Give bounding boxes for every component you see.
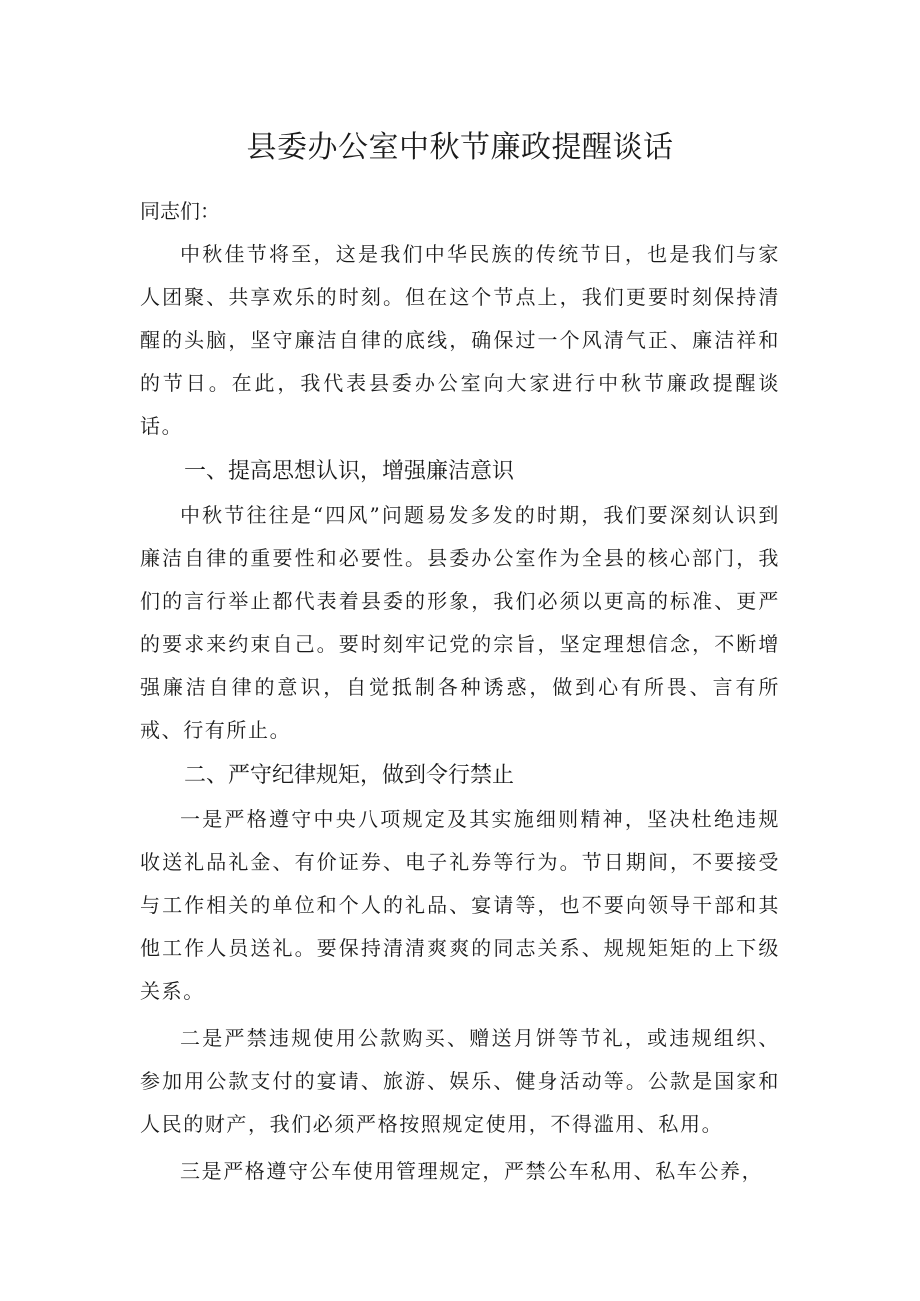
- document-title: 县委办公室中秋节廉政提醒谈话: [246, 130, 674, 165]
- intro-paragraph: 中秋佳节将至，这是我们中华民族的传统节日，也是我们与家人团聚、共享欢乐的时刻。但在这个节点上，我们更要时刻保持清醒的头脑，坚守廉洁自律的底线，确保过一个风清气正、廉洁祥和的节日。在此，我代表县委办公室向大家进行中秋节廉政提醒谈话。: [140, 242, 780, 438]
- section-1-paragraph: 中秋节往往是“四风”问题易发多发的时期，我们要深刻认识到廉洁自律的重要性和必要性。县委办公室作为全县的核心部门，我们的言行举止都代表着县委的形象，我们必须以更高的标准、更严的要求来约束自己。要时刻牢记党的宗旨，坚定理想信念，不断增强廉洁自律的意识，自觉抵制各种诱惑，做到心有所畏、言有所戒、行有所止。: [140, 503, 780, 742]
- section-1-heading: 一、提高思想认识，增强廉洁意识: [184, 459, 515, 484]
- document-page: [140, 120, 780, 1193]
- section-2-heading: 二、严守纪律规矩，做到令行禁止: [184, 763, 515, 788]
- section-2-paragraph-3: 三是严格遵守公车使用管理规定，严禁公车私用、私车公养，: [180, 1159, 764, 1183]
- section-2-paragraph-1: 一是严格遵守中央八项规定及其实施细则精神，坚决杜绝违规收送礼品礼金、有价证券、电子礼券等行为。节日期间，不要接受与工作相关的单位和个人的礼品、宴请等，也不要向领导干部和其他工作人员送礼。要保持清清爽爽的同志关系、规规矩矩的上下级关系。: [140, 807, 780, 1003]
- salutation: 同志们：: [140, 199, 220, 223]
- section-2-paragraph-2: 二是严禁违规使用公款购买、赠送月饼等节礼，或违规组织、参加用公款支付的宴请、旅游、娱乐、健身活动等。公款是国家和人民的财产，我们必须严格按照规定使用，不得滥用、私用。: [140, 1026, 780, 1136]
